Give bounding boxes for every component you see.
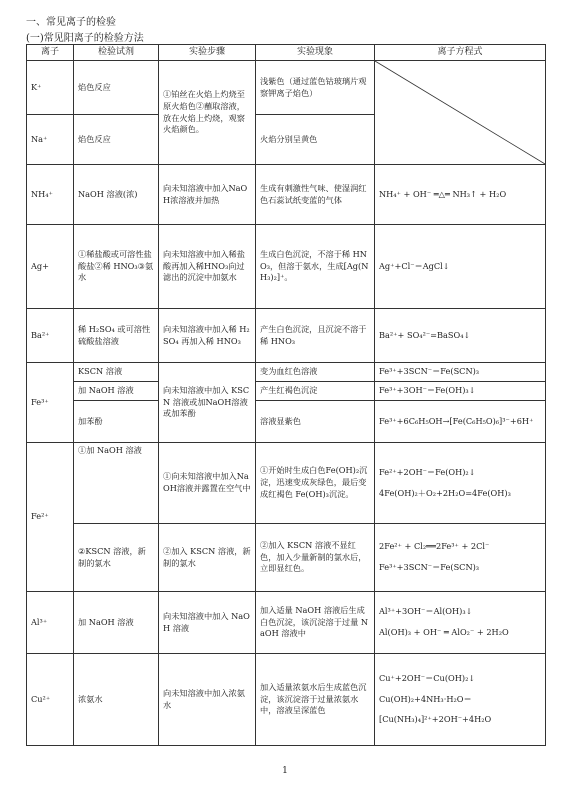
ion-cell: Fe³⁺ xyxy=(27,363,74,443)
steps-cell: ①铂丝在火焰上灼烧至原火焰色②蘸取溶液，放在火焰上灼烧，观察火焰颜色。 xyxy=(159,61,256,165)
phenomenon-cell: 产生红褐色沉淀 xyxy=(256,382,375,401)
equation-line: 2Fe²⁺ + Cl₂══2Fe³⁺ + 2Cl⁻ xyxy=(379,541,490,552)
reagent-cell: 加苯酚 xyxy=(74,401,159,443)
table-row xyxy=(27,401,546,443)
empty-equation-cell xyxy=(375,61,546,165)
table-row xyxy=(27,309,546,363)
equation-cell: Fe³⁺+6C₆H₅OH→[Fe(C₆H₅O)₆]³⁻+6H⁺ xyxy=(375,401,546,443)
equation-cell: Fe³⁺+3OH⁻＝Fe(OH)₃↓ xyxy=(375,382,546,401)
reagent-cell: 焰色反应 xyxy=(74,115,159,165)
phenomenon-cell: 生成白色沉淀，不溶于稀 HNO₃，但溶于氨水，生成[Ag(NH₃)₂]⁺。 xyxy=(256,225,375,309)
table-row xyxy=(27,654,546,746)
steps-cell: 向未知溶液中加入稀 H₂SO₄ 再加入稀 HNO₃ xyxy=(159,309,256,363)
table-row xyxy=(27,592,546,654)
ion-cell: Ag+ xyxy=(27,225,74,309)
ion-cell: NH₄⁺ xyxy=(27,165,74,225)
reagent-cell: 稀 H₂SO₄ 或可溶性硫酸盐溶液 xyxy=(74,309,159,363)
table-header-row xyxy=(27,45,546,61)
ion-cell: Na⁺ xyxy=(27,115,74,165)
table-row xyxy=(27,443,546,524)
equation-cell xyxy=(375,654,546,746)
equation-cell xyxy=(375,524,546,592)
steps-cell: 向未知溶液中加入NaOH浓溶液并加热 xyxy=(159,165,256,225)
reagent-cell: ①稀盐酸或可溶性盐酸盐②稀 HNO₃③氨水 xyxy=(74,225,159,309)
equation-cell xyxy=(375,592,546,654)
equation-line: Al(OH)₃ + OH⁻ ═ AlO₂⁻ + 2H₂O xyxy=(379,627,509,638)
header-steps: 实验步骤 xyxy=(159,45,256,61)
reagent-cell: 加 NaOH 溶液 xyxy=(74,382,159,401)
reagent-cell: 焰色反应 xyxy=(74,61,159,115)
diagonal-line xyxy=(375,61,545,164)
steps-cell: 向未知溶液中加入 NaOH 溶液 xyxy=(159,592,256,654)
header-reagent: 检验试剂 xyxy=(74,45,159,61)
header-ion: 离子 xyxy=(27,45,74,61)
equation-cell xyxy=(375,443,546,524)
phenomenon-cell: ①开始时生成白色Fe(OH)₂沉淀，迅速变成灰绿色，最后变成红褐色 Fe(OH)₃沉淀。 xyxy=(256,443,375,524)
equation-cell: NH₄⁺ + OH⁻ ═△═ NH₃↑ + H₂O xyxy=(375,165,546,225)
equation-line: Fe²⁺+2OH⁻＝Fe(OH)₂↓ xyxy=(379,466,476,477)
ion-cell: Ba²⁺ xyxy=(27,309,74,363)
steps-cell: ①向未知溶液中加入NaOH溶液并露置在空气中 xyxy=(159,443,256,524)
steps-cell: ②加入 KSCN 溶液，新制的氯水 xyxy=(159,524,256,592)
page-number: 1 xyxy=(282,766,288,776)
cation-test-table xyxy=(26,44,546,746)
reagent-cell: NaOH 溶液(浓) xyxy=(74,165,159,225)
header-phenomenon: 实验现象 xyxy=(256,45,375,61)
ion-cell: Al³⁺ xyxy=(27,592,74,654)
steps-cell: 向未知溶液中加入稀盐酸再加入稀HNO₃向过滤出的沉淀中加氨水 xyxy=(159,225,256,309)
phenomenon-cell: 产生白色沉淀，且沉淀不溶于稀 HNO₃ xyxy=(256,309,375,363)
steps-cell: 向未知溶液中加入 KSCN 溶液或加NaOH溶液或加苯酚 xyxy=(159,363,256,443)
phenomenon-cell: 浅紫色（通过蓝色钴玻璃片观察钾离子焰色） xyxy=(256,61,375,115)
phenomenon-cell: 火焰分别呈黄色 xyxy=(256,115,375,165)
ion-cell: Cu²⁺ xyxy=(27,654,74,746)
header-equation: 离子方程式 xyxy=(375,45,546,61)
section-title: 一、常见离子的检验 xyxy=(26,17,116,28)
steps-cell: 向未知溶液中加入浓氨水 xyxy=(159,654,256,746)
equation-cell: Fe³⁺+3SCN⁻＝Fe(SCN)₃ xyxy=(375,363,546,382)
phenomenon-cell: 生成有刺激性气味、使湿润红色石蕊试纸变蓝的气体 xyxy=(256,165,375,225)
table-row xyxy=(27,61,546,115)
table-row xyxy=(27,363,546,382)
equation-line: Cu(OH)₂+4NH₃·H₂O＝ xyxy=(379,693,472,704)
equation-cell: Ag⁺+Cl⁻＝AgCl↓ xyxy=(375,225,546,309)
reagent-cell: 加 NaOH 溶液 xyxy=(74,592,159,654)
equation-line: Cu⁺+2OH⁻＝Cu(OH)₂↓ xyxy=(379,672,476,683)
reagent-cell: ②KSCN 溶液，新制的氯水 xyxy=(74,524,159,592)
table-row xyxy=(27,225,546,309)
equation-cell: Ba²⁺+ SO₄²⁻=BaSO₄↓ xyxy=(375,309,546,363)
ion-cell: Fe²⁺ xyxy=(27,443,74,592)
phenomenon-cell: 加入适量浓氨水后生成蓝色沉淀，该沉淀溶于过量浓氨水中，溶液呈深蓝色 xyxy=(256,654,375,746)
equation-line: Fe³⁺+3SCN⁻＝Fe(SCN)₃ xyxy=(379,562,480,573)
phenomenon-cell: ②加入 KSCN 溶液不显红色，加入少量新制的氯水后，立即显红色。 xyxy=(256,524,375,592)
section-subtitle: (一)常见阳离子的检验方法 xyxy=(26,33,144,44)
phenomenon-cell: 变为血红色溶液 xyxy=(256,363,375,382)
equation-line: Al³⁺+3OH⁻＝Al(OH)₃↓ xyxy=(379,606,473,617)
phenomenon-cell: 溶液显紫色 xyxy=(256,401,375,443)
reagent-cell: 浓氨水 xyxy=(74,654,159,746)
equation-line: 4Fe(OH)₂＋O₂+2H₂O=4Fe(OH)₃ xyxy=(379,487,511,498)
ion-cell: K⁺ xyxy=(27,61,74,115)
table-row xyxy=(27,165,546,225)
reagent-cell: ①加 NaOH 溶液 xyxy=(74,443,159,524)
phenomenon-cell: 加入适量 NaOH 溶液后生成白色沉淀，该沉淀溶于过量 NaOH 溶液中 xyxy=(256,592,375,654)
table-row xyxy=(27,382,546,401)
equation-line: [Cu(NH₃)₄]²⁺+2OH⁻+4H₂O xyxy=(379,714,492,725)
table-row xyxy=(27,524,546,592)
reagent-cell: KSCN 溶液 xyxy=(74,363,159,382)
